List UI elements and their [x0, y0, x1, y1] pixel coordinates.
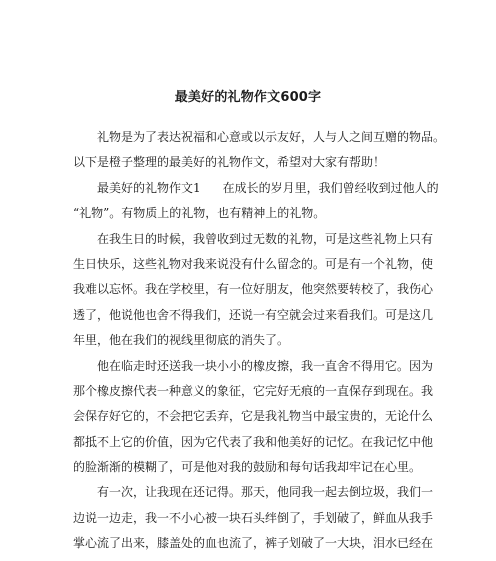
paragraph-line: 我难以忘怀。我在学校里，有一位好朋友，他突然要转校了，我伤心: [73, 282, 434, 297]
paragraph-line: 都抵不上它的价值，因为它代表了我和他美好的记忆。在我记忆中他: [73, 434, 434, 449]
paragraph-text: 在成长的岁月里，我们曾经收到过他人的: [222, 180, 439, 195]
paragraph-line: 年里，他在我们的视线里彻底的消失了。: [73, 333, 290, 348]
paragraph-line: 有一次，让我现在还记得。那天，他同我一起去倒垃圾，我们一: [97, 485, 434, 500]
paragraph-line: [73, 176, 439, 201]
document-body: [73, 125, 446, 557]
paragraph-line: 透了，他说他也舍不得我们，还说一有空就会过来看我们。可是这几: [73, 307, 434, 322]
document-title: 最美好的礼物作文600字: [174, 90, 322, 105]
paragraph-line: “礼物”。有物质上的礼物，也有精神上的礼物。: [73, 206, 326, 221]
paragraph-line: 会保存好它的，不会把它丢弃，它是我礼物当中最宝贵的，无论什么: [73, 409, 434, 424]
paragraph-line: 在我生日的时候，我曾收到过无数的礼物，可是这些礼物上只有: [97, 231, 434, 246]
paragraph-line: 边说一边走，我一不小心被一块石头绊倒了，手划破了，鲜血从我手: [73, 510, 434, 525]
paragraph-line: 礼物是为了表达祝福和心意或以示友好，人与人之间互赠的物品。: [97, 130, 446, 144]
paragraph-line: 掌心流了出来，膝盖处的血也流了，裤子划破了一大块，泪水已经在: [73, 536, 434, 551]
section-heading: 最美好的礼物作文1: [97, 180, 201, 195]
paragraph-line: 以下是橙子整理的最美好的礼物作文，希望对大家有帮助！: [73, 155, 386, 170]
paragraph-line: 他在临走时还送我一块小小的橡皮擦，我一直舍不得用它。因为: [97, 358, 434, 373]
paragraph-line: 那个橡皮擦代表一种意义的象征，它完好无痕的一直保存到现在。我: [73, 383, 434, 398]
paragraph-line: 生日快乐，这些礼物对我来说没有什么留念的。可是有一个礼物，使: [73, 256, 434, 271]
paragraph-line: 的脸渐渐的模糊了，可是他对我的鼓励和每句话我却牢记在心里。: [73, 460, 422, 475]
